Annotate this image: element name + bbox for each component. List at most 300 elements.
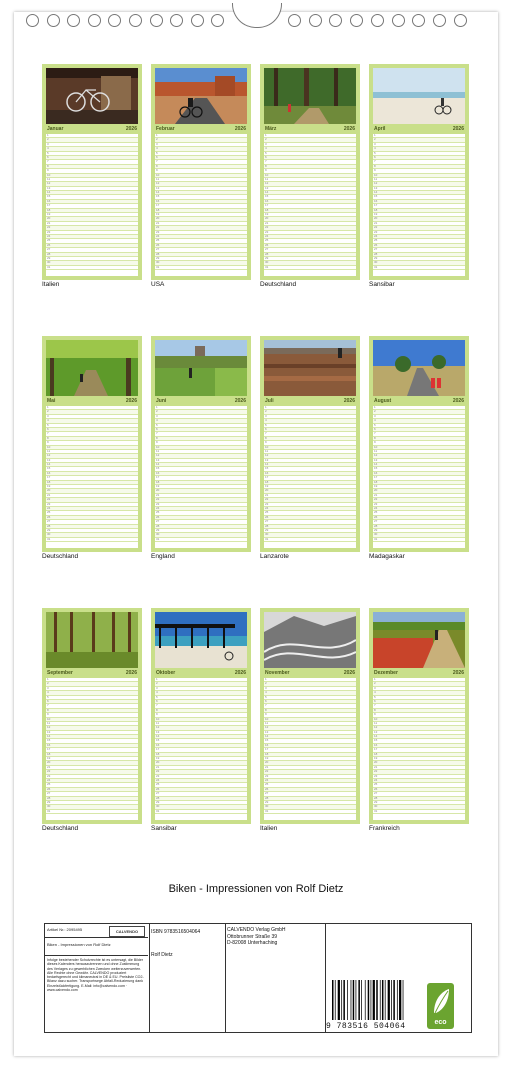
barcode-bar bbox=[380, 980, 381, 1020]
day-number: 15 bbox=[374, 194, 378, 199]
day-number: 27 bbox=[47, 247, 51, 252]
day-number: 17 bbox=[156, 203, 160, 208]
month-name: November bbox=[265, 670, 290, 676]
barcode-bar bbox=[347, 980, 348, 1020]
day-number: 29 bbox=[47, 799, 51, 804]
day-number: 2 bbox=[265, 137, 267, 142]
day-number: 28 bbox=[265, 523, 269, 528]
month-year: 2026 bbox=[125, 398, 137, 404]
day-number: 22 bbox=[265, 769, 269, 774]
day-number: 2 bbox=[47, 137, 49, 142]
day-number: 17 bbox=[374, 747, 378, 752]
day-number: 16 bbox=[374, 470, 378, 475]
day-number: 29 bbox=[156, 799, 160, 804]
day-number: 3 bbox=[265, 685, 267, 690]
binding-hole bbox=[129, 14, 142, 27]
day-number: 21 bbox=[374, 764, 378, 769]
day-number: 17 bbox=[156, 475, 160, 480]
day-number: 22 bbox=[156, 225, 160, 230]
day-number: 22 bbox=[265, 497, 269, 502]
country-label: Deutschland bbox=[42, 825, 79, 832]
day-number: 5 bbox=[156, 150, 158, 155]
calvendo-logo: CALVENDO bbox=[109, 926, 145, 937]
month-photo-image bbox=[46, 612, 138, 668]
month-photo-image bbox=[46, 340, 138, 396]
day-number: 7 bbox=[47, 431, 49, 436]
month-year: 2026 bbox=[125, 126, 137, 132]
day-number: 10 bbox=[156, 716, 160, 721]
day-number: 19 bbox=[374, 756, 378, 761]
binding-hole bbox=[88, 14, 101, 27]
barcode-bar bbox=[371, 980, 372, 1020]
day-number: 29 bbox=[374, 255, 378, 260]
barcode-bar bbox=[356, 980, 357, 1020]
product-name: Biken - Impressionen von Rolf Dietz bbox=[47, 942, 111, 947]
day-number: 13 bbox=[265, 729, 269, 734]
day-number: 21 bbox=[47, 492, 51, 497]
month-year: 2026 bbox=[125, 670, 137, 676]
day-number: 13 bbox=[265, 457, 269, 462]
day-number: 12 bbox=[156, 181, 160, 186]
day-number: 12 bbox=[374, 725, 378, 730]
barcode-bar bbox=[368, 980, 370, 1020]
day-number: 3 bbox=[265, 413, 267, 418]
binding-hole bbox=[329, 14, 342, 27]
day-number: 8 bbox=[265, 163, 267, 168]
publisher-line: CALVENDO Verlag GmbH bbox=[227, 927, 286, 933]
day-number: 29 bbox=[156, 255, 160, 260]
day-number: 28 bbox=[156, 251, 160, 256]
barcode-bar bbox=[393, 980, 395, 1020]
month-name: März bbox=[265, 126, 277, 132]
binding-hole bbox=[288, 14, 301, 27]
day-number: 11 bbox=[374, 176, 378, 181]
day-row bbox=[264, 810, 356, 814]
country-label: Deutschland bbox=[42, 553, 79, 560]
day-number: 19 bbox=[265, 484, 269, 489]
day-number: 23 bbox=[156, 501, 160, 506]
day-number: 18 bbox=[265, 751, 269, 756]
day-number: 7 bbox=[374, 703, 376, 708]
day-number: 6 bbox=[47, 154, 49, 159]
day-number: 24 bbox=[374, 233, 378, 238]
day-number: 23 bbox=[374, 773, 378, 778]
day-number: 7 bbox=[374, 159, 376, 164]
day-number: 24 bbox=[47, 777, 51, 782]
day-number: 14 bbox=[156, 734, 160, 739]
day-number: 17 bbox=[47, 747, 51, 752]
day-number: 11 bbox=[374, 720, 378, 725]
barcode-bar bbox=[385, 980, 386, 1020]
month-name: Juli bbox=[265, 398, 274, 404]
day-number: 10 bbox=[374, 716, 378, 721]
day-number: 24 bbox=[265, 505, 269, 510]
binding-hole bbox=[67, 14, 80, 27]
day-number: 2 bbox=[156, 409, 158, 414]
day-number: 30 bbox=[374, 532, 378, 537]
day-number: 11 bbox=[47, 720, 51, 725]
month-header bbox=[264, 126, 356, 133]
day-grid bbox=[373, 678, 465, 820]
barcode-bar bbox=[353, 980, 355, 1020]
day-number: 1 bbox=[47, 133, 49, 137]
month-header bbox=[264, 670, 356, 677]
day-number: 16 bbox=[265, 470, 269, 475]
day-number: 28 bbox=[265, 251, 269, 256]
day-number: 30 bbox=[265, 532, 269, 537]
binding-hole bbox=[170, 14, 183, 27]
day-number: 7 bbox=[47, 703, 49, 708]
barcode-bar bbox=[397, 980, 398, 1020]
month-card bbox=[151, 608, 251, 824]
barcode bbox=[330, 980, 408, 1024]
day-number: 15 bbox=[47, 466, 51, 471]
month-year: 2026 bbox=[234, 670, 246, 676]
day-number: 17 bbox=[265, 747, 269, 752]
day-number: 18 bbox=[47, 479, 51, 484]
month-card bbox=[369, 64, 469, 280]
day-number: 8 bbox=[156, 707, 158, 712]
day-number: 30 bbox=[374, 804, 378, 809]
day-number: 31 bbox=[374, 536, 378, 541]
day-number: 14 bbox=[156, 462, 160, 467]
day-number: 9 bbox=[47, 712, 49, 717]
day-number: 17 bbox=[47, 475, 51, 480]
day-number: 11 bbox=[47, 448, 51, 453]
day-number: 19 bbox=[156, 484, 160, 489]
day-grid bbox=[46, 678, 138, 820]
month-photo bbox=[155, 68, 247, 124]
day-number: 10 bbox=[265, 444, 269, 449]
month-header bbox=[373, 670, 465, 677]
day-number: 29 bbox=[47, 527, 51, 532]
day-number: 6 bbox=[156, 698, 158, 703]
day-grid bbox=[155, 406, 247, 548]
day-number: 8 bbox=[374, 163, 376, 168]
day-number: 16 bbox=[265, 198, 269, 203]
day-number: 17 bbox=[47, 203, 51, 208]
day-number: 30 bbox=[47, 260, 51, 265]
month-card bbox=[42, 64, 142, 280]
day-number: 4 bbox=[47, 690, 49, 695]
day-number: 18 bbox=[265, 207, 269, 212]
day-number: 11 bbox=[156, 448, 160, 453]
day-row bbox=[155, 810, 247, 814]
day-number: 9 bbox=[156, 440, 158, 445]
day-number: 9 bbox=[47, 440, 49, 445]
day-number: 28 bbox=[47, 795, 51, 800]
author: Rolf Dietz bbox=[151, 952, 173, 958]
day-number: 21 bbox=[47, 764, 51, 769]
day-number: 7 bbox=[156, 159, 158, 164]
country-label: England bbox=[151, 553, 175, 560]
day-number: 26 bbox=[156, 514, 160, 519]
day-number: 2 bbox=[265, 409, 267, 414]
day-number: 3 bbox=[47, 141, 49, 146]
day-number: 3 bbox=[47, 685, 49, 690]
day-number: 2 bbox=[156, 137, 158, 142]
day-number: 4 bbox=[47, 146, 49, 151]
day-number: 16 bbox=[47, 198, 51, 203]
day-number: 10 bbox=[265, 716, 269, 721]
month-header bbox=[155, 126, 247, 133]
month-photo-image bbox=[46, 68, 138, 124]
month-header bbox=[373, 126, 465, 133]
month-card bbox=[151, 64, 251, 280]
day-number: 24 bbox=[156, 777, 160, 782]
country-label: Frankreich bbox=[369, 825, 400, 832]
day-number: 25 bbox=[156, 510, 160, 515]
day-number: 18 bbox=[47, 207, 51, 212]
day-number: 13 bbox=[374, 729, 378, 734]
day-number: 13 bbox=[156, 457, 160, 462]
day-number: 30 bbox=[374, 260, 378, 265]
day-number: 8 bbox=[47, 163, 49, 168]
month-photo bbox=[46, 68, 138, 124]
day-number: 3 bbox=[156, 685, 158, 690]
day-number: 28 bbox=[374, 251, 378, 256]
day-number: 10 bbox=[374, 172, 378, 177]
day-number: 26 bbox=[156, 786, 160, 791]
day-number: 6 bbox=[374, 698, 376, 703]
day-number: 29 bbox=[47, 255, 51, 260]
month-header bbox=[264, 398, 356, 405]
day-number: 6 bbox=[374, 154, 376, 159]
day-number: 12 bbox=[374, 453, 378, 458]
day-number: 19 bbox=[156, 212, 160, 217]
day-number: 9 bbox=[265, 712, 267, 717]
day-number: 13 bbox=[47, 729, 51, 734]
day-number: 23 bbox=[374, 501, 378, 506]
day-number: 28 bbox=[265, 795, 269, 800]
day-number: 5 bbox=[265, 150, 267, 155]
month-header bbox=[373, 398, 465, 405]
day-number: 14 bbox=[265, 462, 269, 467]
day-number: 1 bbox=[374, 133, 376, 137]
day-number: 5 bbox=[374, 694, 376, 699]
month-header bbox=[155, 398, 247, 405]
day-number: 13 bbox=[47, 185, 51, 190]
day-number: 30 bbox=[156, 260, 160, 265]
day-number: 1 bbox=[265, 677, 267, 681]
day-number: 12 bbox=[265, 453, 269, 458]
day-number: 14 bbox=[156, 190, 160, 195]
month-photo bbox=[373, 340, 465, 396]
day-number: 11 bbox=[47, 176, 51, 181]
day-number: 19 bbox=[47, 484, 51, 489]
day-number: 4 bbox=[156, 418, 158, 423]
day-number: 25 bbox=[265, 782, 269, 787]
day-number: 10 bbox=[265, 172, 269, 177]
day-number: 22 bbox=[47, 497, 51, 502]
binding-hole bbox=[150, 14, 163, 27]
barcode-bar bbox=[373, 980, 375, 1020]
day-number: 20 bbox=[47, 760, 51, 765]
day-grid bbox=[46, 134, 138, 276]
day-number: 10 bbox=[156, 172, 160, 177]
day-number: 23 bbox=[265, 773, 269, 778]
country-label: Deutschland bbox=[260, 281, 297, 288]
binding-hole bbox=[371, 14, 384, 27]
month-photo-image bbox=[264, 68, 356, 124]
imprint-col-middle bbox=[149, 924, 226, 1032]
day-number: 27 bbox=[156, 791, 160, 796]
day-number: 26 bbox=[47, 514, 51, 519]
day-number: 6 bbox=[374, 426, 376, 431]
day-number: 25 bbox=[265, 510, 269, 515]
day-number: 2 bbox=[156, 681, 158, 686]
day-number: 18 bbox=[156, 207, 160, 212]
day-number: 20 bbox=[47, 216, 51, 221]
month-card bbox=[369, 336, 469, 552]
month-name: Juni bbox=[156, 398, 167, 404]
day-number: 8 bbox=[156, 163, 158, 168]
month-card bbox=[42, 608, 142, 824]
day-number: 19 bbox=[47, 756, 51, 761]
day-number: 24 bbox=[374, 505, 378, 510]
day-number: 31 bbox=[47, 264, 51, 269]
day-number: 12 bbox=[156, 725, 160, 730]
day-number: 13 bbox=[374, 185, 378, 190]
month-photo bbox=[46, 340, 138, 396]
day-number: 14 bbox=[47, 190, 51, 195]
country-label: Sansibar bbox=[151, 825, 177, 832]
day-number: 10 bbox=[156, 444, 160, 449]
day-number: 18 bbox=[374, 479, 378, 484]
month-photo-image bbox=[155, 612, 247, 668]
day-number: 14 bbox=[47, 462, 51, 467]
day-number: 13 bbox=[47, 457, 51, 462]
month-photo-image bbox=[155, 340, 247, 396]
day-number: 1 bbox=[47, 677, 49, 681]
month-name: September bbox=[47, 670, 73, 676]
day-number: 19 bbox=[47, 212, 51, 217]
day-number: 14 bbox=[265, 734, 269, 739]
day-number: 20 bbox=[156, 216, 160, 221]
day-row bbox=[155, 538, 247, 542]
isbn: ISBN 9783516504064 bbox=[151, 929, 201, 935]
day-number: 15 bbox=[156, 466, 160, 471]
day-number: 4 bbox=[374, 146, 376, 151]
day-number: 9 bbox=[374, 712, 376, 717]
country-label: Madagaskar bbox=[369, 553, 405, 560]
day-number: 27 bbox=[374, 247, 378, 252]
day-number: 18 bbox=[156, 751, 160, 756]
day-number: 23 bbox=[156, 773, 160, 778]
day-number: 10 bbox=[47, 172, 51, 177]
day-number: 19 bbox=[374, 484, 378, 489]
day-number: 23 bbox=[374, 229, 378, 234]
day-number: 8 bbox=[47, 707, 49, 712]
month-photo-image bbox=[373, 612, 465, 668]
day-number: 20 bbox=[265, 760, 269, 765]
day-number: 28 bbox=[47, 523, 51, 528]
day-number: 4 bbox=[156, 690, 158, 695]
day-number: 25 bbox=[265, 238, 269, 243]
day-number: 20 bbox=[374, 216, 378, 221]
day-number: 28 bbox=[47, 251, 51, 256]
day-number: 21 bbox=[156, 764, 160, 769]
day-number: 11 bbox=[156, 720, 160, 725]
binding-hole bbox=[191, 14, 204, 27]
day-number: 27 bbox=[265, 791, 269, 796]
day-number: 27 bbox=[374, 519, 378, 524]
binding-hole bbox=[350, 14, 363, 27]
day-number: 4 bbox=[265, 690, 267, 695]
day-number: 24 bbox=[47, 233, 51, 238]
imprint-divider bbox=[44, 937, 148, 938]
day-row bbox=[46, 266, 138, 270]
month-card bbox=[42, 336, 142, 552]
month-photo bbox=[264, 68, 356, 124]
day-number: 19 bbox=[156, 756, 160, 761]
day-number: 27 bbox=[47, 791, 51, 796]
day-number: 1 bbox=[156, 133, 158, 137]
day-row bbox=[264, 538, 356, 542]
day-number: 8 bbox=[47, 435, 49, 440]
month-year: 2026 bbox=[452, 398, 464, 404]
day-number: 22 bbox=[374, 225, 378, 230]
ean-number: 9 783516 504064 bbox=[326, 1022, 406, 1031]
barcode-bar bbox=[358, 980, 360, 1020]
day-number: 28 bbox=[374, 523, 378, 528]
day-row bbox=[373, 538, 465, 542]
binding-hole bbox=[412, 14, 425, 27]
day-number: 15 bbox=[265, 466, 269, 471]
day-number: 27 bbox=[156, 519, 160, 524]
day-number: 16 bbox=[374, 198, 378, 203]
day-number: 8 bbox=[156, 435, 158, 440]
day-number: 5 bbox=[156, 422, 158, 427]
day-number: 6 bbox=[47, 698, 49, 703]
month-card bbox=[151, 336, 251, 552]
month-photo bbox=[264, 612, 356, 668]
day-number: 31 bbox=[47, 536, 51, 541]
month-card bbox=[260, 336, 360, 552]
day-grid bbox=[264, 406, 356, 548]
day-number: 22 bbox=[47, 225, 51, 230]
day-number: 28 bbox=[374, 795, 378, 800]
day-number: 23 bbox=[265, 501, 269, 506]
day-number: 25 bbox=[47, 782, 51, 787]
day-number: 17 bbox=[265, 475, 269, 480]
month-photo bbox=[46, 612, 138, 668]
day-number: 1 bbox=[265, 405, 267, 409]
month-photo bbox=[373, 68, 465, 124]
country-label: Lanzarote bbox=[260, 553, 289, 560]
month-year: 2026 bbox=[343, 670, 355, 676]
day-number: 16 bbox=[156, 742, 160, 747]
day-number: 12 bbox=[156, 453, 160, 458]
day-number: 23 bbox=[47, 229, 51, 234]
binding-hole bbox=[108, 14, 121, 27]
day-number: 9 bbox=[265, 440, 267, 445]
day-number: 19 bbox=[265, 212, 269, 217]
day-number: 2 bbox=[47, 409, 49, 414]
day-number: 4 bbox=[265, 418, 267, 423]
eco-badge bbox=[427, 983, 454, 1029]
day-number: 22 bbox=[374, 497, 378, 502]
day-number: 28 bbox=[156, 795, 160, 800]
day-number: 7 bbox=[374, 431, 376, 436]
day-number: 1 bbox=[156, 405, 158, 409]
month-photo-image bbox=[155, 68, 247, 124]
day-number: 16 bbox=[374, 742, 378, 747]
day-number: 25 bbox=[156, 782, 160, 787]
day-number: 20 bbox=[156, 760, 160, 765]
barcode-bar bbox=[335, 980, 336, 1020]
day-number: 8 bbox=[374, 707, 376, 712]
